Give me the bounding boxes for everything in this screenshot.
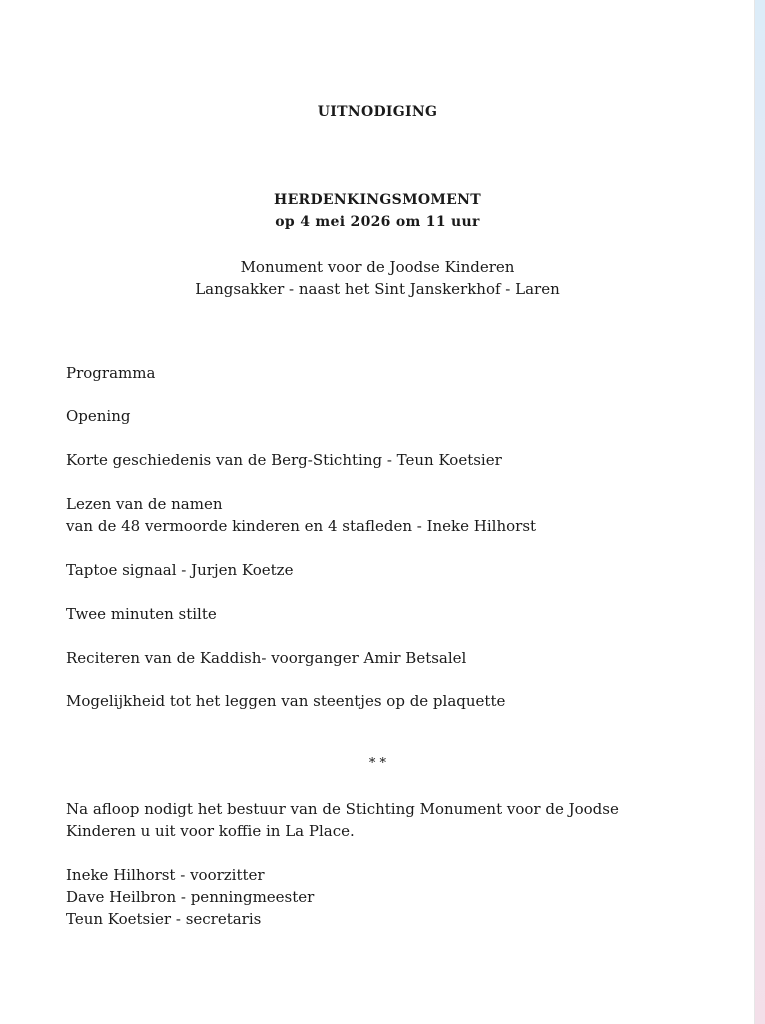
program-item xyxy=(66,493,536,537)
section-separator: * * xyxy=(368,756,387,771)
program-heading: Programma xyxy=(66,364,156,382)
program-item xyxy=(66,690,505,712)
board-member: Teun Koetsier - secretaris xyxy=(66,910,262,928)
closing-paragraph xyxy=(66,798,619,842)
page-edge-strip xyxy=(755,0,765,1024)
program-item-line: van de 48 vermoorde kinderen en 4 stafleden - Ineke Hilhorst xyxy=(66,517,537,535)
program-item-line: Taptoe signaal - Jurjen Koetze xyxy=(66,561,294,579)
program-item xyxy=(66,603,217,625)
invitation-title: UITNODIGING xyxy=(317,104,438,120)
program-item xyxy=(66,405,131,427)
board-list xyxy=(66,864,314,930)
program-item xyxy=(66,449,502,471)
program-item-line: Korte geschiedenis van de Berg-Stichting - Teun Koetsier xyxy=(66,451,502,469)
board-member: Dave Heilbron - penningmeester xyxy=(66,888,315,906)
event-name: HERDENKINGSMOMENT xyxy=(274,192,481,208)
program-item xyxy=(66,559,293,581)
closing-line-1: Na afloop nodigt het bestuur van de Stichting Monument voor de Joodse xyxy=(66,800,619,818)
board-member: Ineke Hilhorst - voorzitter xyxy=(66,866,265,884)
program-item xyxy=(66,647,466,669)
program-item-line: Mogelijkheid tot het leggen van steentjes op de plaquette xyxy=(66,692,506,710)
event-datetime: op 4 mei 2026 om 11 uur xyxy=(275,214,480,230)
closing-line-2: Kinderen u uit voor koffie in La Place. xyxy=(66,822,355,840)
program-item-line: Lezen van de namen xyxy=(66,495,223,513)
location-line-2: Langsakker - naast het Sint Janskerkhof - Laren xyxy=(195,280,560,298)
program-item-line: Reciteren van de Kaddish- voorganger Amir Betsalel xyxy=(66,649,467,667)
program-item-line: Twee minuten stilte xyxy=(66,605,217,623)
program-item-line: Opening xyxy=(66,407,131,425)
location-line-1: Monument voor de Joodse Kinderen xyxy=(240,258,515,276)
